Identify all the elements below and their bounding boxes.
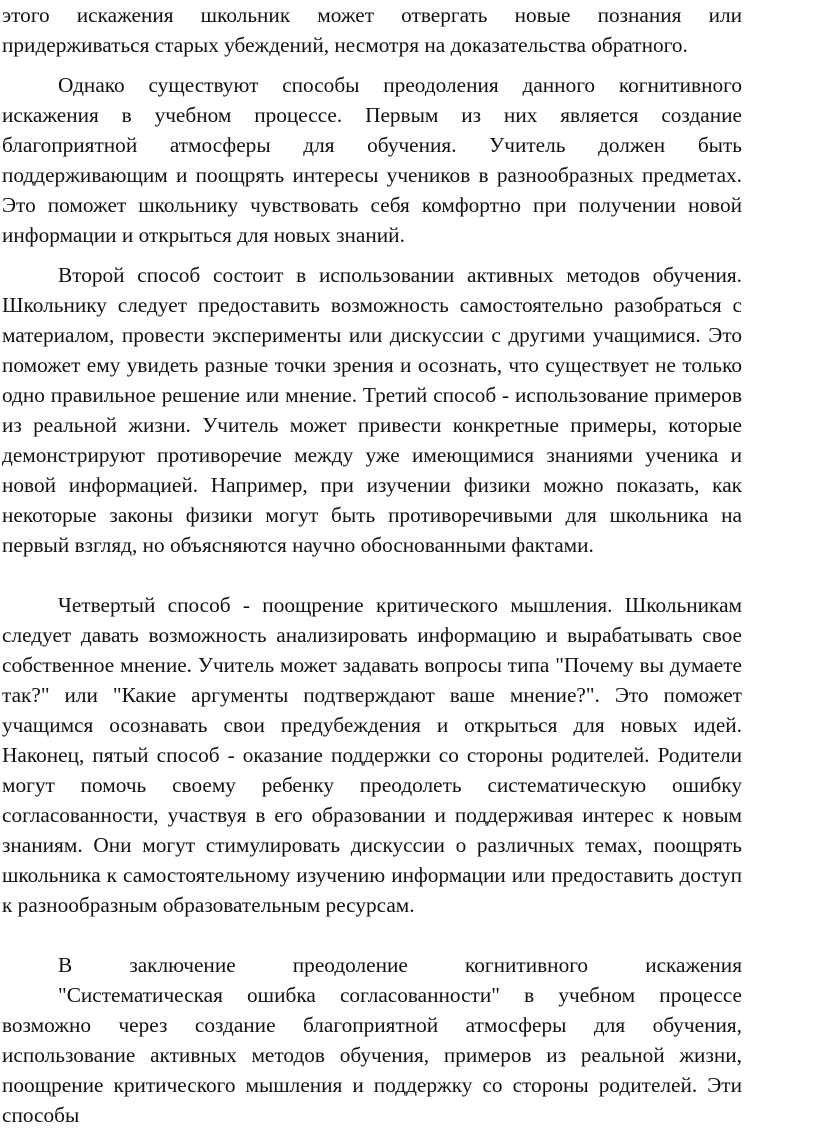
conclusion-first-line: В заключение преодоление когнитивного искажения <box>58 953 742 977</box>
paragraph-overcoming-methods: Однако существуют способы преодоления данного когнитивного искажения в учебном процессе. Первым из них является создание благоприятной атмосферы для обучения. Учитель должен быть поддерживающим и поощрять интересы учеников в разнообразных предметах. Это поможет школьнику чувствовать себя комфортно при получении новой информации и открыться для новых знаний. <box>2 73 742 247</box>
paragraph-active-methods: Второй способ состоит в использовании активных методов обучения. Школьнику следует предоставить возможность самостоятельно разобраться с материалом, провести эксперименты или дискуссии с другими учащимися. Это поможет ему увидеть разные точки зрения и осознать, что существует не только одно правильное решение или мнение. Третий способ - использование примеров из реальной жизни. Учитель может привести конкретные примеры, которые демонстрируют противоречие между уже имеющимися знаниями ученика и новой информацией. Например, при изучении физики можно показать, как некоторые законы физики могут быть противоречивыми для школьника на первый взгляд, но объясняются научно обоснованными фактами. <box>2 263 742 557</box>
paragraph-conclusion <box>2 950 742 1130</box>
conclusion-body: "Систематическая ошибка согласованности" в учебном процессе возможно через создание благоприятной атмосферы для обучения, использование активных методов обучения, примеров из реальной жизни, поощрение критического мышления и поддержку со стороны родителей. Эти способы <box>2 983 742 1127</box>
paragraph-critical-thinking: Четвертый способ - поощрение критического мышления. Школьникам следует давать возможность анализировать информацию и вырабатывать свое собственное мнение. Учитель может задавать вопросы типа "Почему вы думаете так?" или "Какие аргументы подтверждают ваше мнение?". Это поможет учащимся осознавать свои предубеждения и открыться для новых идей. Наконец, пятый способ - оказание поддержки со стороны родителей. Родители могут помочь своему ребенку преодолеть систематическую ошибку согласованности, участвуя в его образовании и поддерживая интерес к новым знаниям. Они могут стимулировать дискуссии о различных темах, поощрять школьника к самостоятельному изучению информации или предоставить доступ к разнообразным образовательным ресурсам. <box>2 593 742 917</box>
paragraph-continuation: этого искажения школьник может отвергать новые познания или придерживаться старых убеждений, несмотря на доказательства обратного. <box>2 3 742 57</box>
